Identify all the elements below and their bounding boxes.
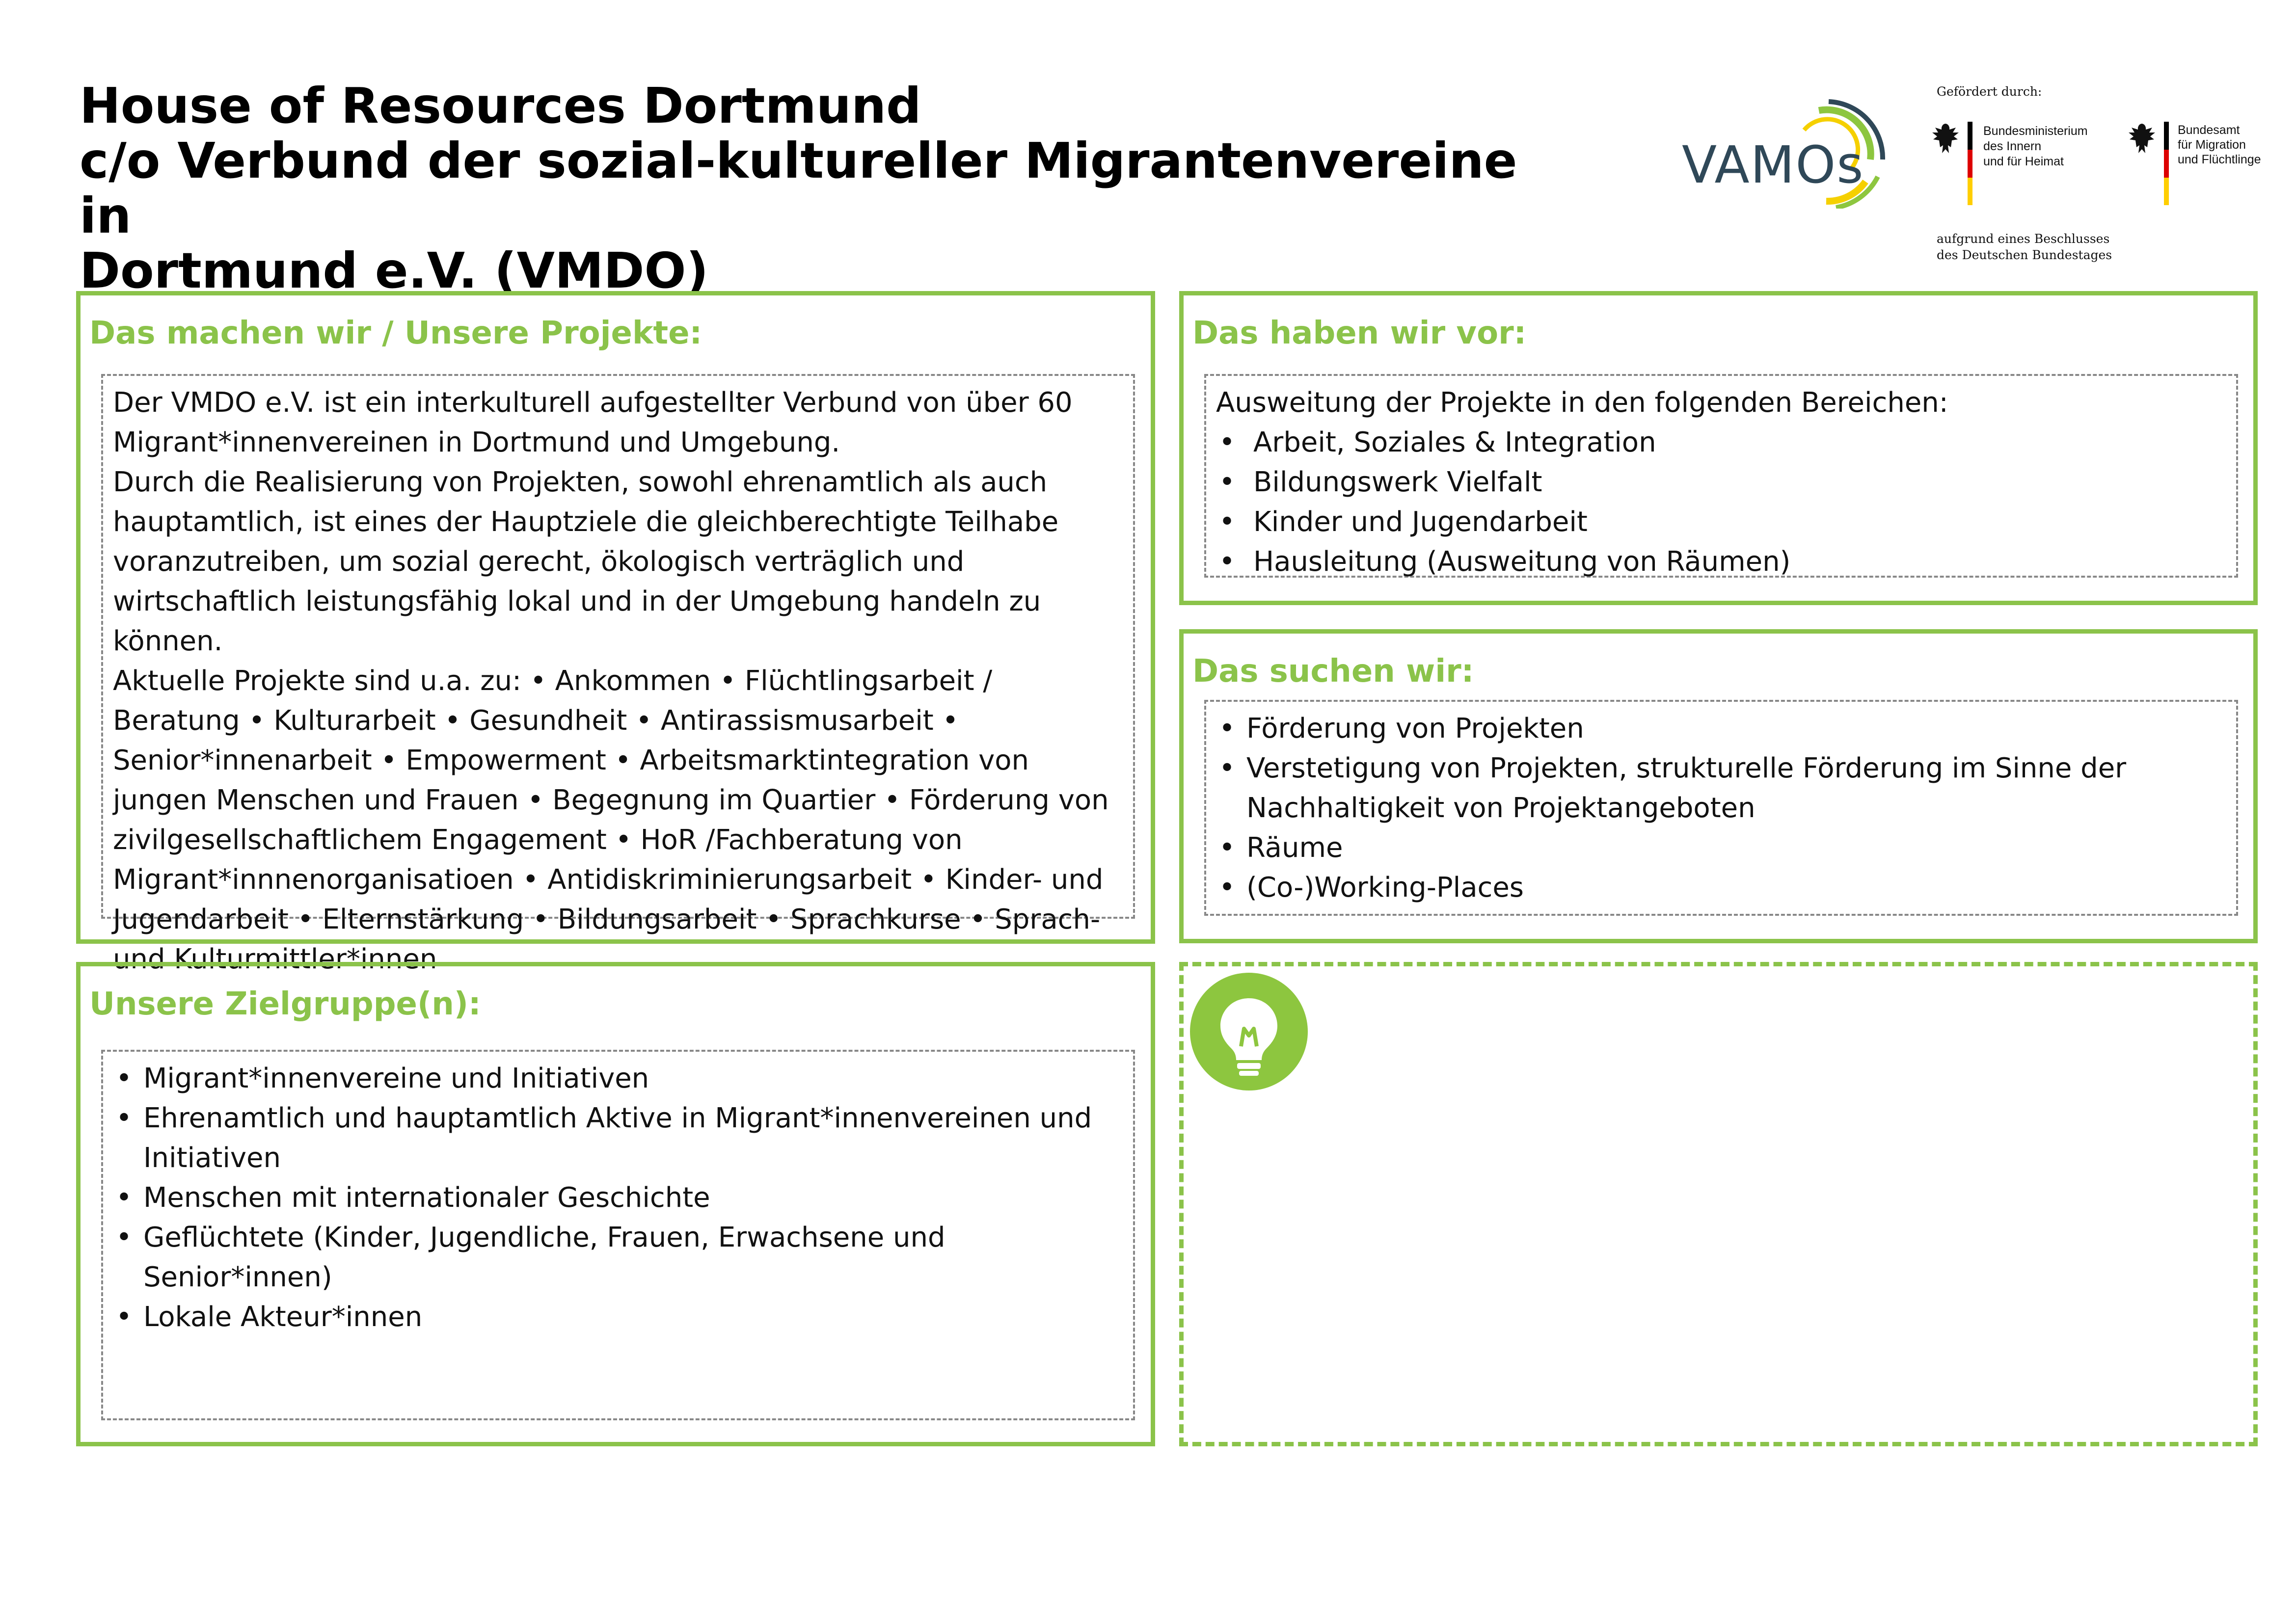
list-item: • Lokale Akteur*innen	[113, 1297, 1123, 1337]
list-item: • Ehrenamtlich und hauptamtlich Aktive in Migrant*innenvereinen und Initiativen	[113, 1098, 1123, 1178]
vamos-logo	[1679, 96, 1924, 209]
federal-eagle-icon	[1929, 122, 1962, 157]
list-item: • Bildungswerk Vielfalt	[1216, 462, 2226, 502]
funded-by-label: Gefördert durch:	[1937, 84, 2042, 99]
idea-panel	[1179, 962, 2258, 1446]
bundestag-resolution: aufgrund eines Beschlusses des Deutschen Bundestages	[1937, 232, 2112, 262]
list-item: • Kinder und Jugendarbeit	[1216, 502, 2226, 542]
ministry-1-name: Bundesministerium des Innern und für Heimat	[1983, 124, 2088, 168]
projects-panel	[76, 291, 1155, 975]
vamos-logo-text: VAMOs	[1682, 135, 1864, 195]
seeking-heading: Das suchen wir:	[1192, 653, 1474, 690]
projects-paragraph: Der VMDO e.V. ist ein interkulturell aufgestellter Verbund von über 60 Migrant*innenvereinen in Dortmund und Umgebung.	[113, 387, 1073, 458]
plans-heading: Das haben wir vor:	[1192, 315, 1527, 351]
list-item: • Förderung von Projekten	[1216, 709, 2226, 748]
page-title	[80, 79, 1552, 298]
seeking-list	[1216, 709, 2226, 907]
plans-content	[1204, 374, 2238, 578]
projects-content	[101, 374, 1135, 975]
projects-heading: Das machen wir / Unsere Projekte:	[89, 315, 702, 351]
title-line-1: House of Resources Dortmund	[80, 77, 921, 134]
list-item: • Räume	[1216, 828, 2226, 868]
list-item: • Migrant*innenvereine und Initiativen	[113, 1059, 1123, 1098]
seeking-content	[1204, 700, 2238, 916]
list-item: • Verstetigung von Projekten, strukturelle Förderung im Sinne der Nachhaltigkeit von Projektangeboten	[1216, 748, 2226, 828]
list-item: • Hausleitung (Ausweitung von Räumen)	[1216, 542, 2226, 582]
german-flag-stripe	[1968, 122, 1972, 205]
plans-panel	[1179, 291, 2258, 605]
federal-eagle-icon	[2126, 122, 2158, 157]
title-line-2: c/o Verbund der sozial-kultureller Migrantenvereine in	[80, 132, 1517, 244]
list-item: • Geflüchtete (Kinder, Jugendliche, Frauen, Erwachsene und Senior*innen)	[113, 1218, 1123, 1297]
projects-paragraph: Durch die Realisierung von Projekten, sowohl ehrenamtlich als auch hauptamtlich, ist eines der Hauptziele die gleichberechtigte Teilhabe voranzutreiben, um sozial gerecht, ökologisch verträglich und wirtschaftlich leistungsfähig lokal und in der Umgebung handeln zu können.	[113, 466, 1059, 657]
title-line-3: Dortmund e.V. (VMDO)	[80, 242, 709, 299]
projects-paragraph: Aktuelle Projekte sind u.a. zu: • Ankommen • Flüchtlingsarbeit / Beratung • Kulturarbeit • Gesundheit • Antirassismusarbeit • Senior*innenarbeit • Empowerment • Arbeitsmarktintegration von jungen Menschen und Frauen • Begegnung im Quartier • Förderung von zivilgesellschaftlichem Engagement • HoR /Fachberatung von Migrant*innnenorganisatioen • Antidiskriminierungsarbeit • Kinder- und Jugendarbeit • Elternstärkung • Bildungsarbeit • Sprachkurse • Sprach- und Kulturmittler*innen	[113, 665, 1109, 975]
list-item: • Menschen mit internationaler Geschichte	[113, 1178, 1123, 1218]
plans-intro: Ausweitung der Projekte in den folgenden Bereichen:	[1216, 387, 1948, 419]
target-groups-content	[101, 1050, 1135, 1420]
target-groups-panel	[76, 962, 1155, 1446]
lightbulb-icon	[1190, 973, 1308, 1091]
list-item: • Arbeit, Soziales & Integration	[1216, 423, 2226, 462]
list-item: • (Co-)Working-Places	[1216, 868, 2226, 907]
german-flag-stripe	[2164, 122, 2169, 205]
ministry-2-name: Bundesamt für Migration und Flüchtlinge	[2178, 123, 2261, 166]
plans-list	[1216, 423, 2226, 582]
target-groups-heading: Unsere Zielgruppe(n):	[89, 986, 481, 1022]
target-groups-list	[113, 1059, 1123, 1337]
seeking-panel	[1179, 629, 2258, 943]
